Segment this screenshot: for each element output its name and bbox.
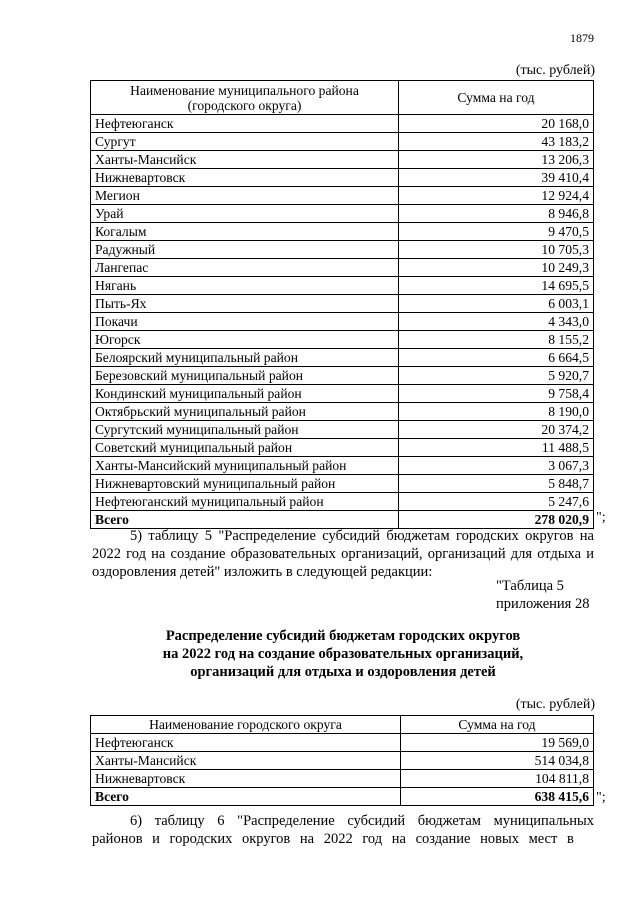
district-name-cell: Нефтеюганский муниципальный район <box>91 493 399 511</box>
district-name-cell: Ханты-Мансийск <box>91 752 401 770</box>
district-name-cell: Пыть-Ях <box>91 295 399 313</box>
closing-quote: "; <box>596 510 606 525</box>
table-row <box>91 331 594 349</box>
district-name-cell: Урай <box>91 205 399 223</box>
table-row <box>91 493 594 511</box>
amount-cell: 20 168,0 <box>399 115 594 133</box>
amount-cell: 104 811,8 <box>401 770 594 788</box>
table-row <box>91 115 594 133</box>
district-name-cell: Нижневартовск <box>91 770 401 788</box>
subsidy-table-municipalities <box>90 80 594 529</box>
table-title-line1: Распределение субсидий бюджетам городских округов <box>165 628 521 644</box>
total-row <box>91 788 594 806</box>
amount-cell: 6 664,5 <box>399 349 594 367</box>
amount-cell: 514 034,8 <box>401 752 594 770</box>
district-name-cell: Октябрьский муниципальный район <box>91 403 399 421</box>
table-row <box>91 187 594 205</box>
table-row <box>91 385 594 403</box>
table-header-row <box>91 716 594 734</box>
table-row <box>91 313 594 331</box>
amount-cell: 8 946,8 <box>399 205 594 223</box>
column-header-name: Наименование городского округа <box>91 716 401 734</box>
district-name-cell: Березовский муниципальный район <box>91 367 399 385</box>
table-row <box>91 349 594 367</box>
units-label: (тыс. рублей) <box>515 63 595 78</box>
table-row <box>91 151 594 169</box>
district-name-cell: Радужный <box>91 241 399 259</box>
table-body <box>91 734 594 806</box>
district-name-cell: Мегион <box>91 187 399 205</box>
district-name-cell: Югорск <box>91 331 399 349</box>
amount-cell: 12 924,4 <box>399 187 594 205</box>
amount-cell: 9 758,4 <box>399 385 594 403</box>
amount-cell: 10 705,3 <box>399 241 594 259</box>
table-row <box>91 241 594 259</box>
table-row <box>91 259 594 277</box>
total-amount-cell: 278 020,9 <box>399 511 594 529</box>
district-name-cell: Сургут <box>91 133 399 151</box>
amount-cell: 3 067,3 <box>399 457 594 475</box>
table-reference-line2: приложения 28 <box>496 596 590 612</box>
table-reference-line1: "Таблица 5 <box>496 578 564 594</box>
subsidy-table-city-districts <box>90 715 594 806</box>
district-name-cell: Белоярский муниципальный район <box>91 349 399 367</box>
district-name-cell: Нягань <box>91 277 399 295</box>
amount-cell: 5 920,7 <box>399 367 594 385</box>
column-header-name: Наименование муниципального района (городского округа) <box>91 81 399 115</box>
district-name-cell: Покачи <box>91 313 399 331</box>
total-label-cell: Всего <box>91 511 399 529</box>
units-label: (тыс. рублей) <box>515 697 595 712</box>
total-label-cell: Всего <box>91 788 401 806</box>
district-name-cell: Нижневартовский муниципальный район <box>91 475 399 493</box>
amount-cell: 8 155,2 <box>399 331 594 349</box>
closing-quote: "; <box>596 790 606 805</box>
table-row <box>91 475 594 493</box>
total-row <box>91 511 594 529</box>
page-number: 1879 <box>570 31 594 45</box>
table-row <box>91 421 594 439</box>
table-row <box>91 277 594 295</box>
district-name-cell: Советский муниципальный район <box>91 439 399 457</box>
amount-cell: 13 206,3 <box>399 151 594 169</box>
district-name-cell: Нефтеюганск <box>91 115 399 133</box>
district-name-cell: Лангепас <box>91 259 399 277</box>
table-body <box>91 115 594 529</box>
amount-cell: 5 247,6 <box>399 493 594 511</box>
amount-cell: 43 183,2 <box>399 133 594 151</box>
table-row <box>91 770 594 788</box>
table-row <box>91 752 594 770</box>
table-header-row <box>91 81 594 115</box>
table-title-line3: организаций для отдыха и оздоровления детей <box>190 664 496 680</box>
amount-cell: 19 569,0 <box>401 734 594 752</box>
amount-cell: 4 343,0 <box>399 313 594 331</box>
table-row <box>91 169 594 187</box>
district-name-cell: Нефтеюганск <box>91 734 401 752</box>
amount-cell: 39 410,4 <box>399 169 594 187</box>
column-header-amount: Сумма на год <box>401 716 594 734</box>
paragraph-item-5: 5) таблицу 5 "Распределение субсидий бюджетам городских округов на 2022 год на создание образовательных организаций, организаций для отдыха и оздоровления детей" изложить в следующей редакции: <box>92 528 594 580</box>
amount-cell: 20 374,2 <box>399 421 594 439</box>
table-row <box>91 205 594 223</box>
column-header-amount: Сумма на год <box>399 81 594 115</box>
table-row <box>91 439 594 457</box>
amount-cell: 11 488,5 <box>399 439 594 457</box>
district-name-cell: Ханты-Мансийск <box>91 151 399 169</box>
district-name-cell: Нижневартовск <box>91 169 399 187</box>
table-row <box>91 403 594 421</box>
table-row <box>91 457 594 475</box>
district-name-cell: Сургутский муниципальный район <box>91 421 399 439</box>
table-row <box>91 133 594 151</box>
district-name-cell: Ханты-Мансийский муниципальный район <box>91 457 399 475</box>
table-row <box>91 734 594 752</box>
table-row <box>91 295 594 313</box>
table-title-line2: на 2022 год на создание образовательных организаций, <box>162 646 524 662</box>
table-row <box>91 367 594 385</box>
total-amount-cell: 638 415,6 <box>401 788 594 806</box>
district-name-cell: Когалым <box>91 223 399 241</box>
amount-cell: 6 003,1 <box>399 295 594 313</box>
table-row <box>91 223 594 241</box>
amount-cell: 5 848,7 <box>399 475 594 493</box>
district-name-cell: Кондинский муниципальный район <box>91 385 399 403</box>
amount-cell: 10 249,3 <box>399 259 594 277</box>
amount-cell: 8 190,0 <box>399 403 594 421</box>
paragraph-item-6: 6) таблицу 6 "Распределение субсидий бюджетам муниципальных районов и городских округов на 2022 год на создание новых мест в <box>92 813 594 847</box>
amount-cell: 14 695,5 <box>399 277 594 295</box>
amount-cell: 9 470,5 <box>399 223 594 241</box>
